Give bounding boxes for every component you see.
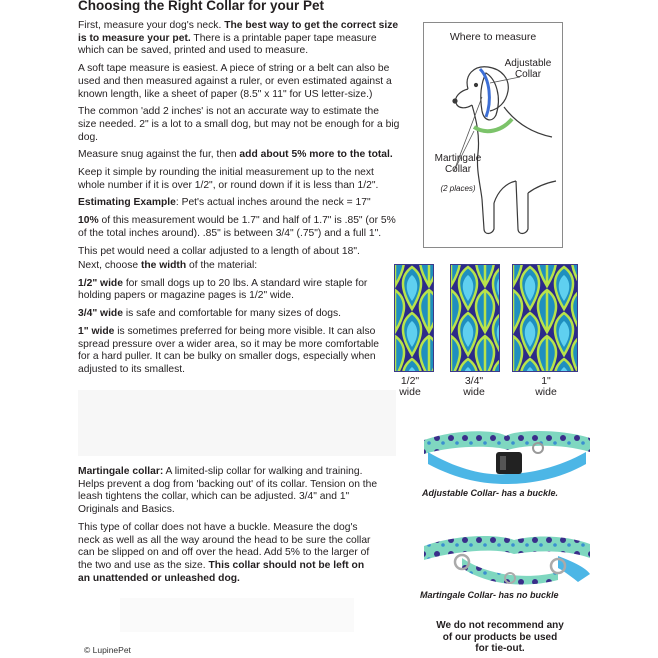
martingale-collar-label: Martingale Collar [434, 153, 482, 175]
measure-section [78, 20, 400, 263]
dog-outline-illustration [424, 23, 562, 247]
blank-band [78, 390, 396, 456]
measure-percent: 10% of this measurement would be 1.7" and half of 1.7" is .85" (or 5% of the total inches around). .85" is between 3/4" (.75") and a full 1". [78, 215, 396, 239]
swatch-label-one-inch: 1" wide [535, 375, 557, 398]
width-half-inch: 1/2" wide for small dogs up to 20 lbs. A standard wire staple for holding papers or magazine pages is 1/2" wide. [78, 277, 368, 302]
width-one-inch: 1" wide is sometimes preferred for being more visible. It can also spread pressure over a wider area, so it may be more comfortable for a hard puller. It can be bulky on smaller dogs, especially when adjusted to its smallest. [78, 325, 380, 375]
swatch-three-quarter-inch [450, 264, 500, 372]
martingale-collar-caption: Martingale Collar- has no buckle [420, 590, 559, 600]
width-three-quarter-inch: 3/4" wide is safe and comfortable for many sizes of dogs. [78, 308, 342, 320]
measure-soft-tape: A soft tape measure is easiest. A piece of string or a belt can also be used and then measured against a ruler, or even estimated against a known length, like a sheet of paper (8.5" x 11" for US letter-size.) [78, 63, 392, 100]
swatch-half-inch [394, 264, 434, 372]
martingale-instructions: This type of collar does not have a buckle. Measure the dog's neck as well as all the way around the head to be sure the collar can be slipped on and off over the head. Add 5% to the larger of the two and use as the size. This collar should not be left on an unattended or unleashed dog. [78, 521, 371, 584]
page-title: Choosing the Right Collar for your Pet [78, 0, 324, 13]
where-to-measure-title: Where to measure [449, 31, 537, 43]
swatch-label-half-inch: 1/2" wide [399, 375, 421, 398]
adjustable-collar-image [418, 418, 594, 484]
measure-rounding: Keep it simple by rounding the initial measurement up to the next whole number if it is over 1/2", or round down if it is less than 1/2". [78, 167, 379, 191]
swatch-label-three-quarter-inch: 3/4" wide [463, 375, 485, 398]
swatch-one-inch [512, 264, 578, 372]
width-section [78, 260, 384, 382]
martingale-collar-image [418, 520, 594, 588]
width-intro: Next, choose the width of the material: [78, 260, 258, 271]
measure-result: This pet would need a collar adjusted to a length of about 18". [78, 245, 360, 257]
measure-example: Estimating Example: Pet's actual inches around the neck = 17" [78, 197, 371, 209]
blank-band-bottom [120, 598, 354, 632]
measure-add-two-inches: The common 'add 2 inches' is not an accurate way to estimate the size needed. 2" is a lot to a small dog, but may not be enough for a big dog. [78, 106, 400, 143]
martingale-section [78, 466, 378, 590]
tie-out-notice: We do not recommend any of our products be used for tie-out. [436, 620, 564, 654]
where-to-measure-box [423, 22, 563, 248]
two-places-label: (2 places) [440, 184, 476, 193]
copyright: © LupinePet [84, 645, 131, 655]
adjustable-collar-caption: Adjustable Collar- has a buckle. [422, 488, 559, 498]
measure-intro: First, measure your dog's neck. The best way to get the correct size is to measure your pet. There is a printable paper tape measure which can be saved, printed and used to measure. [78, 20, 399, 57]
martingale-description: Martingale collar: A limited-slip collar for walking and training. Helps prevent a dog from 'backing out' of its collar. Tension on the leash tightens the collar, which can be adjusted. 3/4" and 1" Originals and Basics. [78, 466, 378, 516]
adjustable-collar-label: Adjustable Collar [504, 58, 552, 80]
measure-snug: Measure snug against the fur, then add about 5% more to the total. [78, 149, 393, 161]
